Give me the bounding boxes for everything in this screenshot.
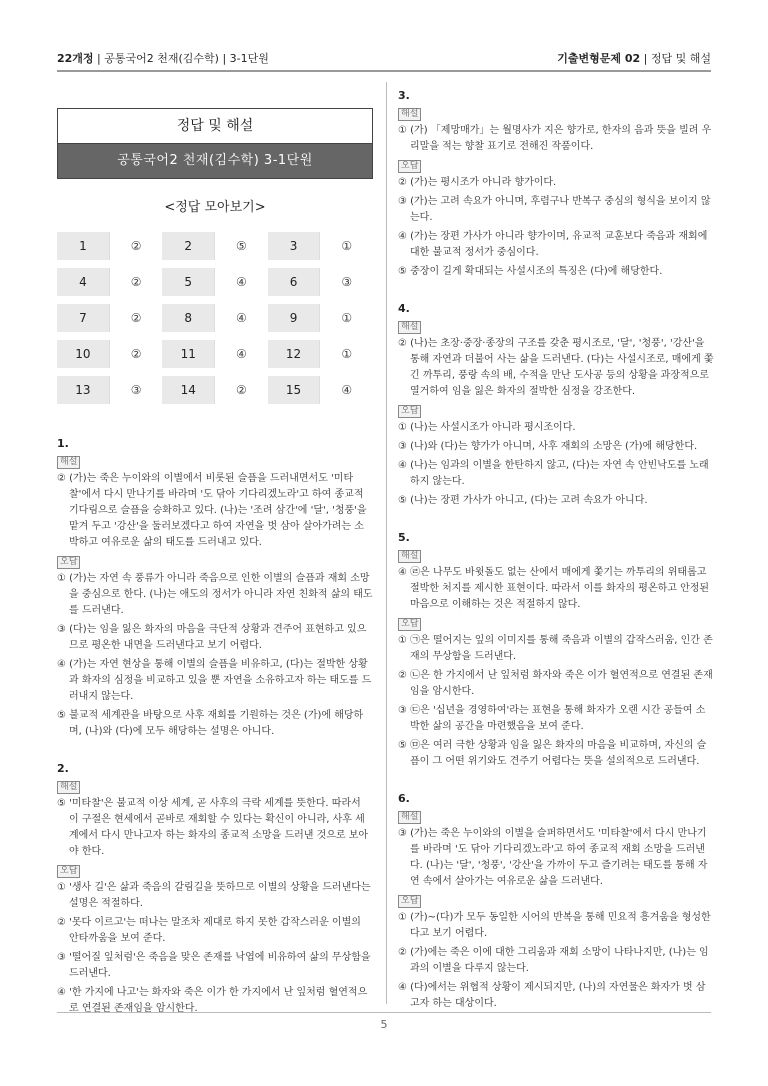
explanation-text: ① (가) 「제망매가」는 월명사가 지은 향가로, 한자의 음과 뜻을 빌려 우리말을 적는 향찰 표기로 전해진 작품이다. xyxy=(398,125,712,152)
right-question-list xyxy=(398,88,714,1012)
wrong-answer-item: ④ (나)는 임과의 이별을 한탄하지 않고, (다)는 자연 속 안빈낙도를 노래하지 않는다. xyxy=(398,460,709,487)
page-header xyxy=(57,46,711,70)
question-number-cell: 12 xyxy=(268,336,320,372)
answer-cell: ② xyxy=(109,232,162,264)
answer-row xyxy=(57,372,373,408)
wrong-answer-tag: 오답 xyxy=(57,865,80,878)
header-problem-set: 기출변형문제 02 xyxy=(557,52,641,65)
page-subtitle: 공통국어2 천재(김수학) 3-1단원 xyxy=(57,144,373,179)
wrong-answer-tag: 오답 xyxy=(398,895,421,908)
page-title: 정답 및 해설 xyxy=(57,108,373,144)
wrong-answer-item: ① '생사 길'은 삶과 죽음의 갈림길을 뜻하므로 이별의 상황을 드러낸다는 설명은 적절하다. xyxy=(57,882,371,909)
question-number-cell: 4 xyxy=(57,264,109,300)
question-number-cell: 15 xyxy=(268,372,320,408)
wrong-answer-item: ② '못다 이르고'는 떠나는 말조차 제대로 하지 못한 갑작스러운 이별의 안타까움을 보여 준다. xyxy=(57,917,361,944)
header-divider xyxy=(57,70,711,72)
wrong-answer-item: ⑤ 불교적 세계관을 바탕으로 사후 재회를 기원하는 것은 (가)에 해당하며, (나)와 (다)에 모두 해당하는 설명은 아니다. xyxy=(57,710,364,737)
answer-cell: ① xyxy=(320,300,373,336)
explanation-tag: 해설 xyxy=(398,811,421,824)
left-question-list xyxy=(57,436,373,1017)
wrong-answer-item: ① (가)는 자연 속 풍류가 아니라 죽음으로 인한 이별의 슬픔과 재회 소망을 중심으로 한다. (나)는 애도의 정서가 아니라 자연 친화적 삶의 태도를 드러낸다. xyxy=(57,573,373,616)
wrong-answer-item: ① ㉠은 떨어지는 잎의 이미지를 통해 죽음과 이별의 갑작스러움, 인간 존재의 무상함을 드러낸다. xyxy=(398,635,713,662)
wrong-answer-item: ⑤ (나)는 장편 가사가 아니고, (다)는 고려 속요가 아니다. xyxy=(398,495,648,506)
explanation-tag: 해설 xyxy=(57,456,80,469)
explanation-text: ② (가)는 죽은 누이와의 이별에서 비롯된 슬픔을 드러내면서도 '미타찰'에서 다시 만나기를 바라며 '도 닦아 기다리겠노라'고 하여 종교적 기다림으로 슬픔을 승화하고 있다. (나)는 '조려 삼간'에 '달', '청풍'을 맡겨 두고 '강산'을 둘러보겠다고 하여 자연을 벗 삼아 살아가려는 소박하고 여유로운 삶의 태도를 드러내고 있다. xyxy=(57,473,367,548)
question-gap xyxy=(57,743,373,761)
question-number: 4. xyxy=(398,302,410,315)
wrong-answer-item: ③ '떨어질 잎처럼'은 죽음을 맞은 존재를 낙엽에 비유하여 삶의 무상함을 드러낸다. xyxy=(57,952,371,979)
question-number-cell: 3 xyxy=(268,232,320,264)
wrong-answer-item: ③ (나)와 (다)는 향가가 아니며, 사후 재회의 소망은 (가)에 해당한다. xyxy=(398,441,698,452)
explanation-text: ⑤ '미타찰'은 불교적 이상 세계, 곧 사후의 극락 세계를 뜻한다. 따라서 이 구절은 현세에서 곧바로 재회할 수 있다는 확신이 아니라, 사후 세계에서 다시 만나고자 하는 화자의 종교적 소망을 드러낸 것으로 보아야 한다. xyxy=(57,798,369,857)
answer-cell: ② xyxy=(109,300,162,336)
wrong-answer-item: ② (가)는 평시조가 아니라 향가이다. xyxy=(398,177,557,188)
question-number-cell: 7 xyxy=(57,300,109,336)
wrong-answer-tag: 오답 xyxy=(57,556,80,569)
explanation-text: ③ (가)는 죽은 누이와의 이별을 슬퍼하면서도 '미타찰'에서 다시 만나기를 바라며 '도 닦아 기다리겠노라'고 하여 종교적 재회 소망을 드러낸다. (나)는 '달', '청풍', '강산'을 가까이 두고 즐기려는 태도를 통해 자연 속에서 살아가는 여유로운 삶을 드러낸다. xyxy=(398,828,708,887)
question-block xyxy=(398,791,714,1012)
header-grade: 22개정 xyxy=(57,52,94,65)
page-number: 5 xyxy=(380,1018,388,1031)
wrong-answer-tag: 오답 xyxy=(398,160,421,173)
question-number-cell: 5 xyxy=(162,264,214,300)
header-right xyxy=(557,50,711,66)
wrong-answer-item: ① (나)는 사설시조가 아니라 평시조이다. xyxy=(398,422,576,433)
answer-cell: ④ xyxy=(215,300,268,336)
right-column xyxy=(398,88,714,1015)
question-number-cell: 6 xyxy=(268,264,320,300)
question-number-cell: 2 xyxy=(162,232,214,264)
header-left xyxy=(57,50,269,66)
question-number-cell: 8 xyxy=(162,300,214,336)
answer-cell: ④ xyxy=(215,336,268,372)
answer-cell: ③ xyxy=(109,372,162,408)
wrong-answer-item: ④ (가)는 장편 가사가 아니라 향가이며, 유교적 교훈보다 죽음과 재회에 대한 불교적 정서가 중심이다. xyxy=(398,231,708,258)
explanation-text: ④ ㉣은 나무도 바윗돌도 없는 산에서 매에게 쫓기는 까투리의 위태롭고 절박한 처지를 제시한 표현이다. 따라서 이를 화자의 평온하고 안정된 마음으로 이해하는 것은 적절하지 않다. xyxy=(398,567,710,610)
answer-cell: ② xyxy=(109,264,162,300)
question-number: 1. xyxy=(57,437,69,450)
wrong-answer-item: ⑤ ㉤은 여러 극한 상황과 임을 잃은 화자의 마음을 비교하며, 자신의 슬픔이 그 어떤 위기와도 견주기 어렵다는 뜻을 설의적으로 드러낸다. xyxy=(398,740,707,767)
wrong-answer-item: ② (가)에는 죽은 이에 대한 그리움과 재회 소망이 나타나지만, (나)는 임과의 이별을 다루지 않는다. xyxy=(398,947,709,974)
answer-cell: ① xyxy=(320,232,373,264)
question-number-cell: 9 xyxy=(268,300,320,336)
answer-summary-title: <정답 모아보기> xyxy=(164,200,266,215)
question-block xyxy=(398,88,714,280)
question-gap xyxy=(398,512,714,530)
answer-row xyxy=(57,336,373,372)
wrong-answer-item: ④ (가)는 자연 현상을 통해 이별의 슬픔을 비유하고, (다)는 절박한 상황과 화자의 심정을 비교하고 있을 뿐 자연을 소유하고자 하는 태도를 드러내지 않는다. xyxy=(57,659,372,702)
column-divider xyxy=(386,82,387,1004)
wrong-answer-item: ③ ㉢은 '십년을 경영하여'라는 표현을 통해 화자가 오랜 시간 공들여 소박한 삶의 공간을 마련했음을 보여 준다. xyxy=(398,705,706,732)
question-number: 6. xyxy=(398,792,410,805)
wrong-answer-item: ③ (가)는 고려 속요가 아니며, 후렴구나 반복구 중심의 형식을 보이지 않는다. xyxy=(398,196,711,223)
wrong-answer-item: ④ (다)에서는 위협적 상황이 제시되지만, (나)의 자연물은 화자가 벗 삼고자 하는 대상이다. xyxy=(398,982,706,1009)
wrong-answer-item: ⑤ 중장이 길게 확대되는 사설시조의 특징은 (다)에 해당한다. xyxy=(398,266,663,277)
question-block xyxy=(398,301,714,509)
question-number-cell: 11 xyxy=(162,336,214,372)
question-number-cell: 1 xyxy=(57,232,109,264)
question-number-cell: 10 xyxy=(57,336,109,372)
left-column xyxy=(57,108,373,1020)
wrong-answer-item: ① (가)~(다)가 모두 동일한 시어의 반복을 통해 민요적 흥겨움을 형성한다고 보기 어렵다. xyxy=(398,912,711,939)
answer-table xyxy=(57,232,373,412)
wrong-answer-tag: 오답 xyxy=(398,405,421,418)
explanation-text: ② (나)는 초장·중장·종장의 구조를 갖춘 평시조로, '달', '청풍', '강산'을 통해 자연과 더불어 사는 삶을 드러낸다. (다)는 사설시조로, 매에게 쫓긴 까투리, 풍랑 속의 배, 수적을 만난 도사공 등의 상황을 과장적으로 열거하여 임을 잃은 화자의 절박한 심정을 강조한다. xyxy=(398,338,714,397)
question-number-cell: 13 xyxy=(57,372,109,408)
question-number-cell: 14 xyxy=(162,372,214,408)
question-gap xyxy=(398,283,714,301)
question-gap xyxy=(398,773,714,791)
question-number: 2. xyxy=(57,762,69,775)
question-number: 5. xyxy=(398,531,410,544)
answer-cell: ⑤ xyxy=(215,232,268,264)
answer-row xyxy=(57,232,373,264)
explanation-tag: 해설 xyxy=(398,550,421,563)
header-course: | 공통국어2 천재(김수학) | 3-1단원 xyxy=(93,52,269,65)
footer-divider xyxy=(57,1012,711,1013)
wrong-answer-item: ③ (다)는 임을 잃은 화자의 마음을 극단적 상황과 견주어 표현하고 있으므로 평온한 내면을 드러낸다고 보기 어렵다. xyxy=(57,624,367,651)
question-block xyxy=(57,761,373,1017)
answer-row xyxy=(57,264,373,300)
header-section: | 정답 및 해설 xyxy=(640,52,711,65)
answer-cell: ③ xyxy=(320,264,373,300)
wrong-answer-item: ② ㉡은 한 가지에서 난 잎처럼 화자와 죽은 이가 혈연적으로 연결된 존재임을 암시한다. xyxy=(398,670,713,697)
wrong-answer-item: ④ '한 가지에 나고'는 화자와 죽은 이가 한 가지에서 난 잎처럼 혈연적으로 연결된 존재임을 암시한다. xyxy=(57,987,368,1014)
explanation-tag: 해설 xyxy=(398,321,421,334)
question-block xyxy=(398,530,714,770)
explanation-tag: 해설 xyxy=(57,781,80,794)
answer-cell: ④ xyxy=(320,372,373,408)
answer-cell: ② xyxy=(109,336,162,372)
wrong-answer-tag: 오답 xyxy=(398,618,421,631)
answer-cell: ④ xyxy=(215,264,268,300)
question-block xyxy=(57,436,373,740)
explanation-tag: 해설 xyxy=(398,108,421,121)
answer-cell: ② xyxy=(215,372,268,408)
answer-row xyxy=(57,300,373,336)
question-number: 3. xyxy=(398,89,410,102)
answer-cell: ① xyxy=(320,336,373,372)
